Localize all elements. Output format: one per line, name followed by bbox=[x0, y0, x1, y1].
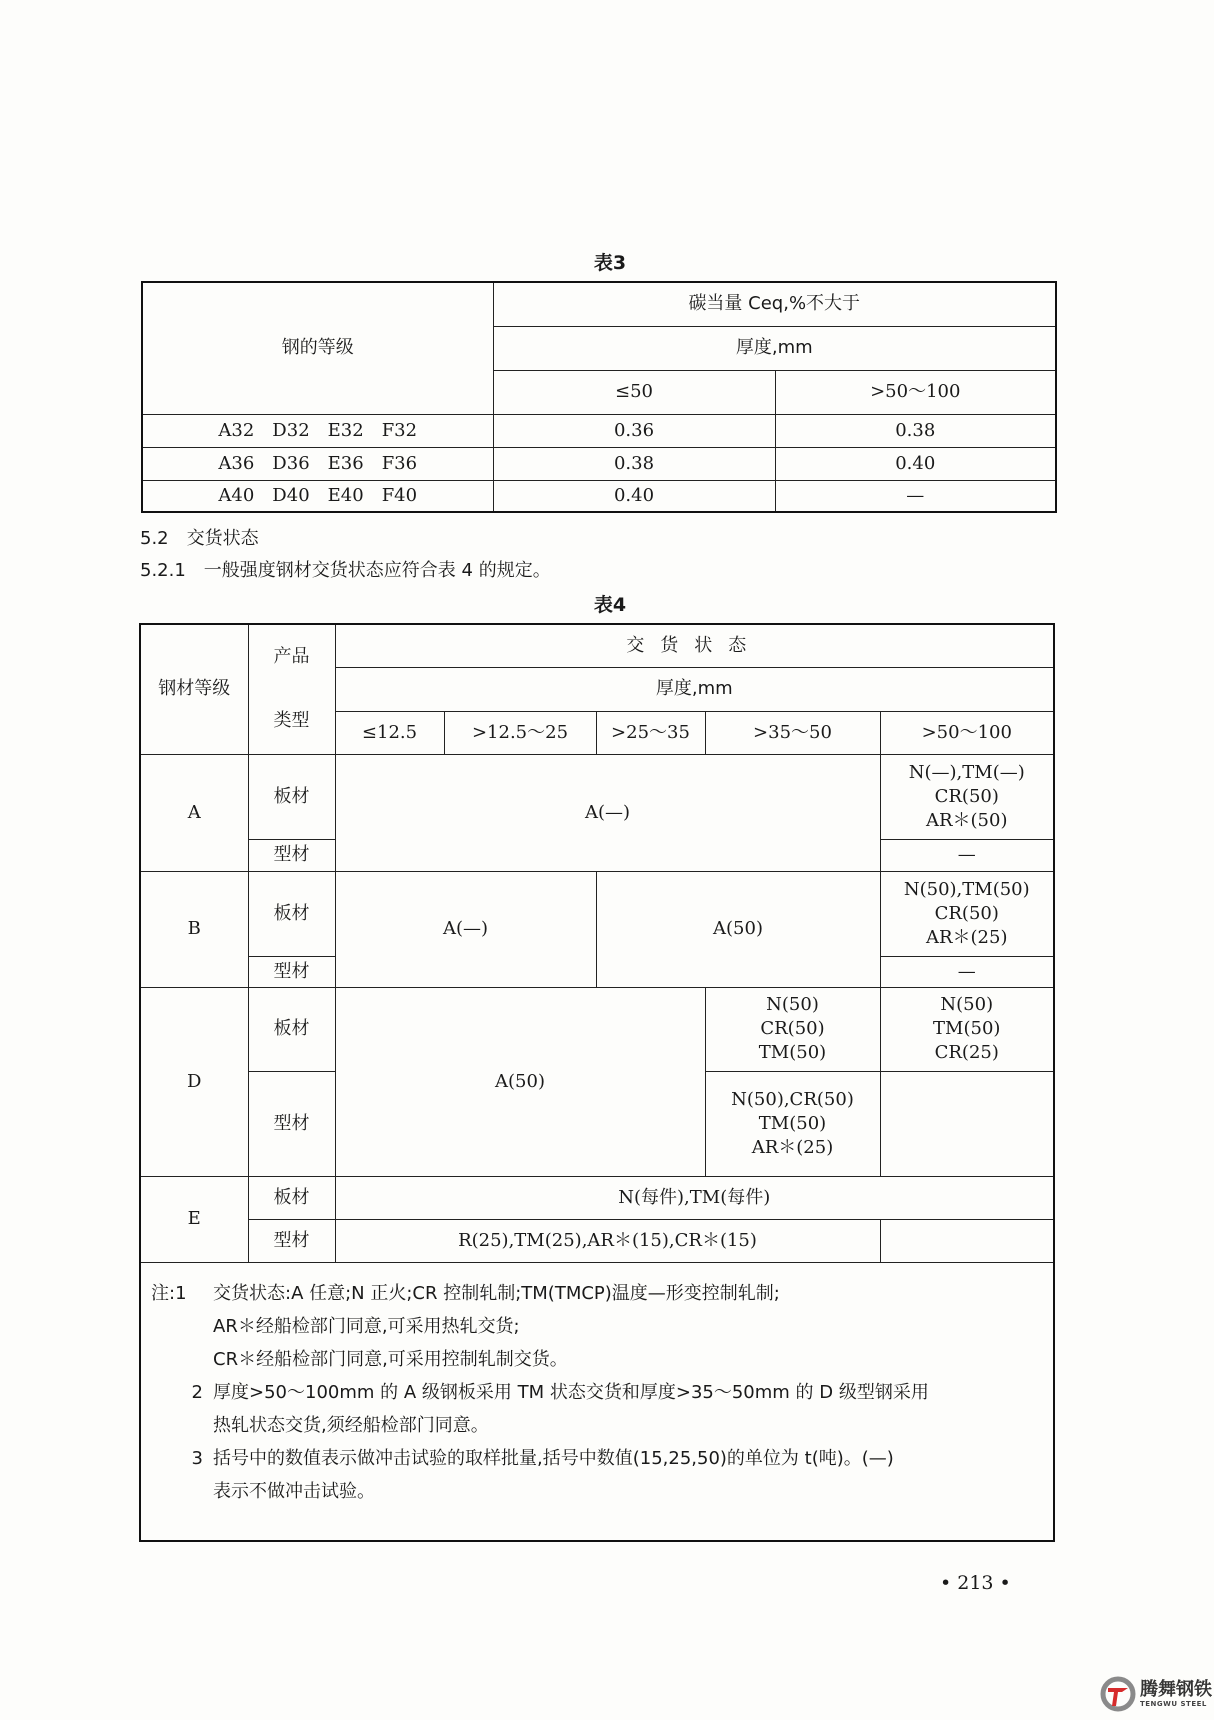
cell-line: TM(50) bbox=[933, 1018, 1001, 1039]
table-row bbox=[140, 987, 1054, 1071]
note-text: CR＊经船检部门同意,可采用控制轧制交货。 bbox=[213, 1348, 568, 1370]
ceq-cell: 0.38 bbox=[775, 414, 1056, 447]
notes-row bbox=[140, 1262, 1054, 1541]
b-left-cell: A(—) bbox=[335, 871, 596, 987]
cell-line: CR(50) bbox=[760, 1018, 825, 1039]
product-label-bottom: 类型 bbox=[273, 710, 310, 732]
cell-line: N(50) bbox=[940, 994, 994, 1015]
table4-header-thickness: 厚度,mm bbox=[335, 667, 1054, 711]
cell-line: CR(50) bbox=[934, 785, 999, 807]
note-text: 表示不做冲击试验。 bbox=[213, 1480, 375, 1502]
logo bbox=[1100, 1676, 1212, 1712]
note-prefix: 注:1 bbox=[151, 1282, 187, 1304]
grade-cell: A32 D32 E32 F32 bbox=[142, 414, 493, 447]
thickness-col: >12.5～25 bbox=[444, 711, 596, 754]
ceq-cell: 0.38 bbox=[493, 447, 775, 480]
cell-line: AR＊(25) bbox=[925, 926, 1008, 948]
note-text: 热轧状态交货,须经船检部门同意。 bbox=[213, 1414, 489, 1436]
grade-a: A bbox=[140, 754, 248, 871]
note-3 bbox=[151, 1442, 1043, 1475]
thickness-col: >50～100 bbox=[880, 711, 1054, 754]
d-plate-35-50 bbox=[705, 987, 880, 1071]
logo-mark-icon bbox=[1100, 1676, 1136, 1712]
table-row bbox=[142, 480, 1056, 512]
d-main-cell: A(50) bbox=[335, 987, 705, 1176]
b-section-50-100: — bbox=[880, 956, 1054, 987]
page-number: • 213 • bbox=[940, 1572, 1011, 1594]
d-plate-50-100 bbox=[880, 987, 1054, 1071]
note-2 bbox=[151, 1376, 1043, 1409]
table3-header-grade: 钢的等级 bbox=[142, 282, 493, 414]
note-number: 2 bbox=[191, 1381, 203, 1403]
table4-header-product bbox=[248, 624, 335, 754]
table3-header-thickness: 厚度,mm bbox=[493, 326, 1056, 370]
d-section-50-100 bbox=[880, 1071, 1054, 1176]
logo-cn: 腾舞钢铁 bbox=[1140, 1678, 1212, 1700]
notes bbox=[140, 1262, 1054, 1541]
e-section-50-100 bbox=[880, 1219, 1054, 1262]
table4-header-delivery: 交货状态 bbox=[335, 624, 1054, 667]
table-row bbox=[140, 1219, 1054, 1262]
note-text: 括号中的数值表示做冲击试验的取样批量,括号中数值(15,25,50)的单位为 t(吨)。(—) bbox=[213, 1447, 894, 1469]
note-number: 3 bbox=[191, 1447, 203, 1469]
section-heading: 5.2 交货状态 bbox=[140, 528, 259, 549]
table4-caption: 表4 bbox=[593, 594, 627, 616]
grade-d: D bbox=[140, 987, 248, 1176]
table3 bbox=[141, 281, 1057, 513]
product-plate: 板材 bbox=[248, 871, 335, 956]
note-text: 厚度>50～100mm 的 A 级钢板采用 TM 状态交货和厚度>35～50mm 的 D 级型钢采用 bbox=[213, 1381, 929, 1403]
table3-col-50-100: >50～100 bbox=[775, 370, 1056, 414]
grade-cell: A36 D36 E36 F36 bbox=[142, 447, 493, 480]
table-row bbox=[140, 754, 1054, 839]
cell-line: N(50),TM(50) bbox=[903, 878, 1030, 900]
d-section-35-50 bbox=[705, 1071, 880, 1176]
product-section: 型材 bbox=[248, 839, 335, 871]
cell-line: N(50),CR(50) bbox=[731, 1088, 854, 1110]
ceq-cell: 0.40 bbox=[493, 480, 775, 512]
cell-line: CR(50) bbox=[934, 902, 999, 924]
product-section: 型材 bbox=[248, 1071, 335, 1176]
table-row bbox=[140, 871, 1054, 956]
table4 bbox=[139, 623, 1055, 1542]
logo-en: TENGWU STEEL bbox=[1140, 1699, 1207, 1708]
table-row bbox=[142, 447, 1056, 480]
e-plate-cell: N(每件),TM(每件) bbox=[335, 1176, 1054, 1219]
table-row bbox=[142, 414, 1056, 447]
product-plate: 板材 bbox=[248, 1176, 335, 1219]
thickness-col: ≤12.5 bbox=[335, 711, 444, 754]
grade-e: E bbox=[140, 1176, 248, 1262]
product-plate: 板材 bbox=[248, 754, 335, 839]
cell-line: TM(50) bbox=[758, 1112, 827, 1134]
note-text: AR＊经船检部门同意,可采用热轧交货; bbox=[213, 1315, 520, 1337]
a-plate-50-100 bbox=[880, 754, 1054, 839]
cell-line: TM(50) bbox=[758, 1042, 827, 1063]
note-1 bbox=[151, 1277, 1043, 1310]
thickness-col: >25～35 bbox=[596, 711, 705, 754]
product-label-top: 产品 bbox=[273, 646, 310, 668]
product-section: 型材 bbox=[248, 1219, 335, 1262]
cell-line: AR＊(25) bbox=[751, 1136, 834, 1158]
cell-line: CR(25) bbox=[934, 1042, 999, 1063]
ceq-cell: — bbox=[775, 480, 1056, 512]
grade-b: B bbox=[140, 871, 248, 987]
cell-line: N(—),TM(—) bbox=[908, 761, 1025, 783]
table3-col-le50: ≤50 bbox=[493, 370, 775, 414]
note-text: 交货状态:A 任意;N 正火;CR 控制轧制;TM(TMCP)温度—形变控制轧制; bbox=[213, 1282, 780, 1304]
product-plate: 板材 bbox=[248, 987, 335, 1071]
cell-line: AR＊(50) bbox=[925, 809, 1008, 831]
table3-header-ceq: 碳当量 Ceq,%不大于 bbox=[493, 282, 1056, 326]
ceq-cell: 0.40 bbox=[775, 447, 1056, 480]
a-section-50-100: — bbox=[880, 839, 1054, 871]
product-section: 型材 bbox=[248, 956, 335, 987]
grade-cell: A40 D40 E40 F40 bbox=[142, 480, 493, 512]
table3-caption: 表3 bbox=[593, 252, 627, 274]
ceq-cell: 0.36 bbox=[493, 414, 775, 447]
table4-header-grade: 钢材等级 bbox=[140, 624, 248, 754]
table-row bbox=[140, 1176, 1054, 1219]
b-mid-cell: A(50) bbox=[596, 871, 880, 987]
thickness-col: >35～50 bbox=[705, 711, 880, 754]
cell-line: N(50) bbox=[766, 994, 819, 1015]
a-main-cell: A(—) bbox=[335, 754, 880, 871]
section-clause: 5.2.1 一般强度钢材交货状态应符合表 4 的规定。 bbox=[140, 560, 551, 581]
b-plate-50-100 bbox=[880, 871, 1054, 956]
e-section-cell: R(25),TM(25),AR＊(15),CR＊(15) bbox=[335, 1219, 880, 1262]
